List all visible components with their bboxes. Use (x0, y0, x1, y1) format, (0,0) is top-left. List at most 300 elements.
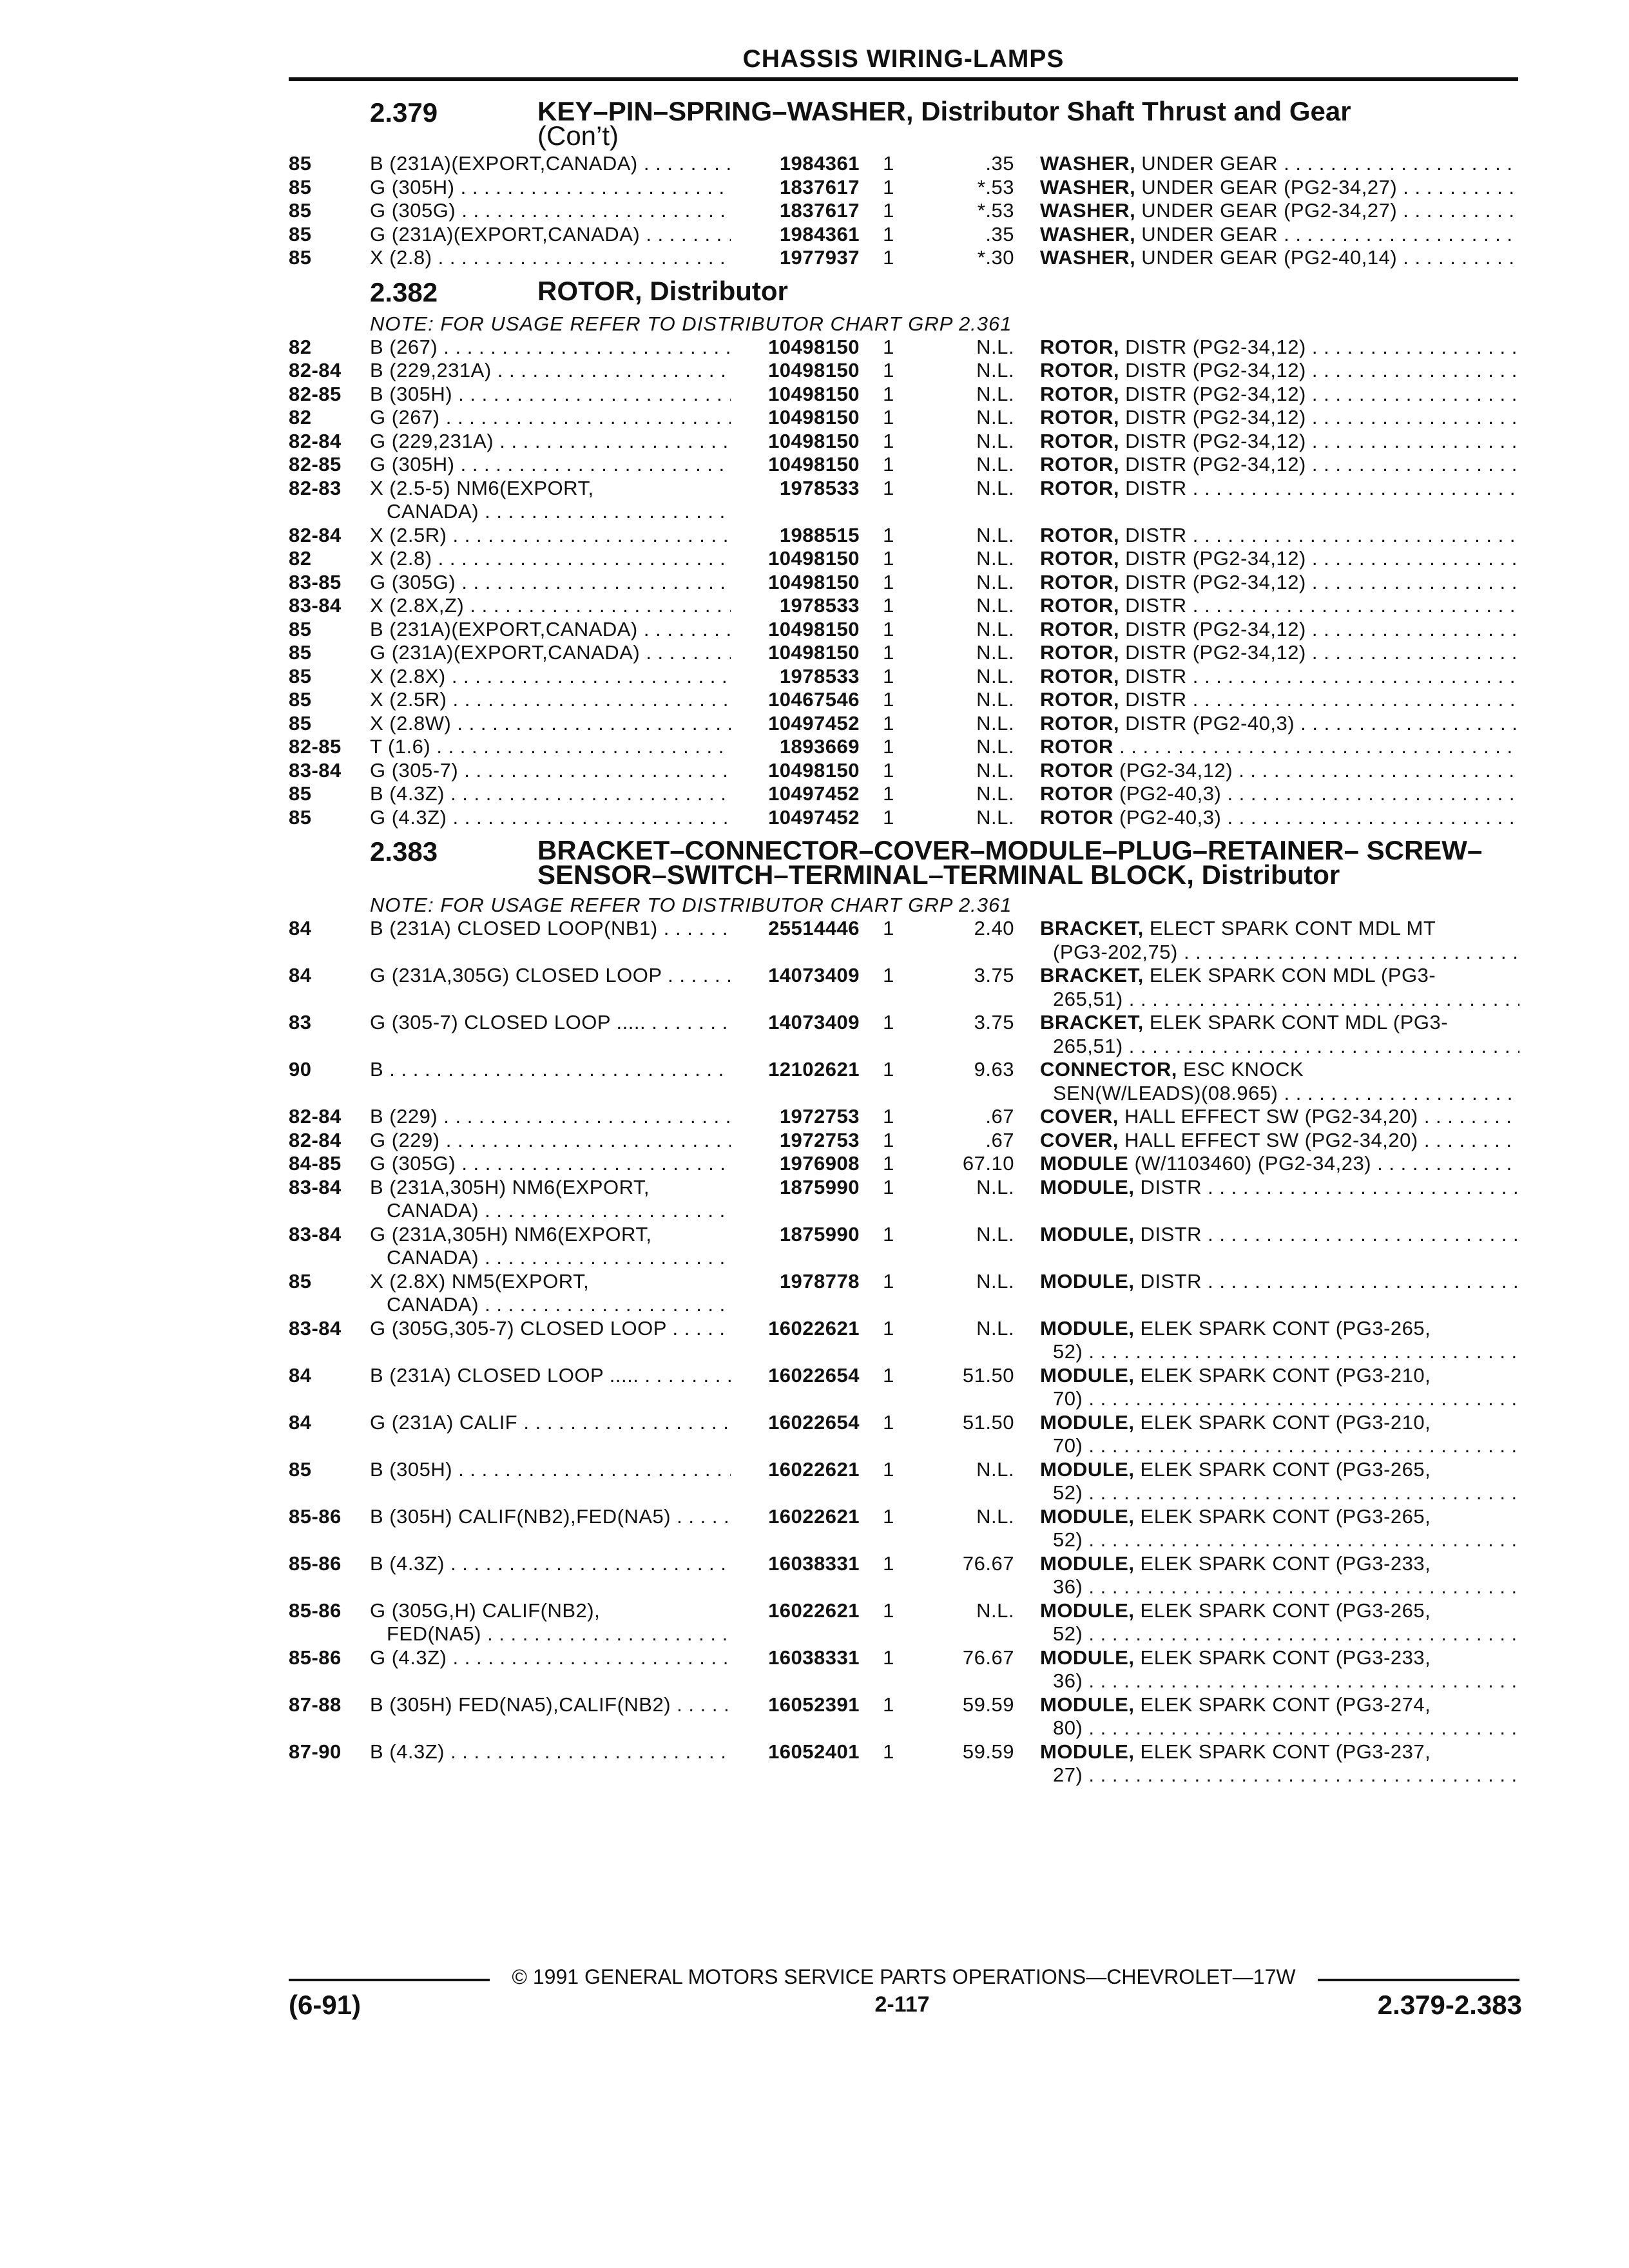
part-name-line: ROTOR, DISTR . . . (1040, 594, 1519, 618)
usage-description (370, 359, 731, 383)
table-row (289, 199, 1519, 223)
part-name-line: 52) . . . (1040, 1340, 1519, 1364)
usage-note: NOTE: FOR USAGE REFER TO DISTRIBUTOR CHART GRP 2.361 (370, 894, 1012, 916)
part-name-line: SEN(W/LEADS)(08.965) . . . (1040, 1082, 1519, 1106)
part-name-keyword: ROTOR, (1040, 382, 1119, 405)
usage-description (370, 1105, 731, 1129)
part-number: 10467546 (768, 688, 860, 711)
usage-description-line: G (305G) . . . (370, 571, 731, 595)
part-number: 12102621 (768, 1058, 860, 1081)
part-name-keyword: BRACKET, (1040, 964, 1144, 986)
part-name-line: ROTOR (PG2-34,12) . . . (1040, 759, 1519, 783)
part-name-line: 52) . . . (1040, 1622, 1519, 1646)
part-name-keyword: MODULE, (1040, 1363, 1135, 1387)
part-name-line: CONNECTOR, ESC KNOCK (1040, 1058, 1304, 1081)
price: *.53 (977, 175, 1014, 198)
usage-description (370, 1740, 731, 1787)
usage-description (370, 336, 731, 360)
quantity: 1 (883, 711, 894, 735)
part-name (1014, 1599, 1519, 1646)
part-name-keyword: MODULE, (1040, 1316, 1135, 1340)
usage-description-line: B . . . (370, 1058, 731, 1082)
part-number: 10497452 (768, 711, 860, 735)
table-row (289, 1364, 1519, 1411)
table-row (289, 336, 1519, 360)
model-year: 83 (289, 1011, 312, 1033)
price: N.L. (976, 453, 1014, 476)
part-number: 14073409 (768, 964, 860, 986)
model-year: 85 (289, 617, 312, 640)
footer-copyright: © 1991 GENERAL MOTORS SERVICE PARTS OPERATIONS—CHEVROLET—17W (512, 1965, 1296, 1988)
price: N.L. (976, 476, 1014, 499)
part-name-line: MODULE, ELEK SPARK CONT (PG3-233, (1040, 1646, 1431, 1669)
usage-description (370, 1646, 731, 1693)
part-name-keyword: MODULE, (1040, 1599, 1135, 1622)
usage-description (370, 453, 731, 477)
part-name (1014, 1693, 1519, 1740)
model-year: 87-88 (289, 1693, 342, 1716)
part-name-keyword: COVER, (1040, 1128, 1119, 1151)
usage-description (370, 917, 731, 964)
model-year: 85 (289, 246, 312, 269)
price: .67 (985, 1128, 1014, 1151)
quantity: 1 (883, 199, 894, 222)
price: N.L. (976, 335, 1014, 358)
part-name (1014, 1552, 1519, 1599)
quantity: 1 (883, 1552, 894, 1575)
quantity: 1 (883, 1693, 894, 1716)
usage-description (370, 1129, 731, 1153)
part-name-line: MODULE, ELEK SPARK CONT (PG3-210, (1040, 1410, 1431, 1434)
part-name (1014, 594, 1519, 618)
usage-description-line: B (231A,305H) NM6(EXPORT, (370, 1175, 650, 1198)
quantity: 1 (883, 964, 894, 986)
usage-description-line: G (305-7) . . . (370, 759, 731, 783)
part-name-keyword: ROTOR, (1040, 711, 1119, 735)
table-row (289, 1740, 1519, 1787)
quantity: 1 (883, 594, 894, 617)
table-row (289, 688, 1519, 712)
usage-description (370, 1364, 731, 1411)
quantity: 1 (883, 429, 894, 452)
quantity: 1 (883, 805, 894, 829)
part-name-line: (PG3-202,75) . . . (1040, 941, 1519, 965)
parts-catalog-content (289, 90, 1519, 1787)
price: N.L. (976, 1269, 1014, 1293)
usage-description-line: B (305H) FED(NA5),CALIF(NB2) . . . (370, 1693, 731, 1717)
usage-description-line: G (231A)(EXPORT,CANADA) . . . (370, 641, 731, 665)
usage-description-line: X (2.5-5) NM6(EXPORT, (370, 476, 594, 499)
usage-description-line: X (2.8X) . . . (370, 665, 731, 689)
quantity: 1 (883, 246, 894, 269)
usage-description (370, 406, 731, 430)
price: .67 (985, 1105, 1014, 1128)
price: *.30 (977, 246, 1014, 269)
part-name-line: ROTOR (PG2-40,3) . . . (1040, 806, 1519, 830)
part-number: 16022654 (768, 1363, 860, 1387)
price: N.L. (976, 570, 1014, 593)
quantity: 1 (883, 382, 894, 405)
table-row (289, 1317, 1519, 1364)
quantity: 1 (883, 1504, 894, 1528)
usage-description-line: G (231A) CALIF . . . (370, 1411, 731, 1435)
part-number: 1984361 (779, 222, 860, 245)
part-number: 10498150 (768, 359, 860, 381)
usage-description (370, 688, 731, 712)
part-name (1014, 1176, 1519, 1223)
part-name-line: MODULE, ELEK SPARK CONT (PG3-233, (1040, 1552, 1431, 1575)
table-row (289, 223, 1519, 247)
table-row (289, 759, 1519, 783)
usage-description-line: X (2.5R) . . . (370, 688, 731, 712)
model-year: 85-86 (289, 1504, 342, 1528)
part-name-line: BRACKET, ELECT SPARK CONT MDL MT (1040, 917, 1436, 939)
quantity: 1 (883, 359, 894, 381)
part-name (1014, 688, 1519, 712)
part-name-line: 52) . . . (1040, 1528, 1519, 1552)
part-name (1014, 641, 1519, 665)
price: 76.67 (962, 1646, 1014, 1669)
part-name-line: ROTOR, DISTR . . . (1040, 665, 1519, 689)
usage-description-line: X (2.8X,Z) . . . (370, 594, 731, 618)
model-year: 82 (289, 406, 312, 428)
part-name-keyword: ROTOR, (1040, 453, 1119, 476)
part-name-line: WASHER, UNDER GEAR . . . (1040, 152, 1519, 176)
part-number: 1977937 (779, 246, 860, 269)
usage-description-line: CANADA) . . . (370, 1293, 731, 1317)
table-row (289, 1646, 1519, 1693)
part-name-line: WASHER, UNDER GEAR (PG2-34,27) . . . (1040, 176, 1519, 200)
part-name (1014, 964, 1519, 1011)
table-row (289, 1270, 1519, 1317)
part-name-keyword: CONNECTOR, (1040, 1058, 1177, 1081)
footer-date-code: (6-91) (289, 1990, 361, 2020)
model-year: 82-84 (289, 429, 342, 452)
part-name-line: ROTOR, DISTR . . . (1040, 477, 1519, 501)
usage-description-line: CANADA) . . . (370, 1246, 731, 1270)
price: 67.10 (962, 1152, 1014, 1175)
price: N.L. (976, 547, 1014, 570)
model-year: 82 (289, 547, 312, 570)
part-name-keyword: MODULE, (1040, 1175, 1135, 1198)
part-name-line: 265,51) . . . (1040, 1035, 1519, 1059)
usage-description (370, 571, 731, 595)
part-name-keyword: MODULE, (1040, 1222, 1135, 1245)
usage-description-line: X (2.5R) . . . (370, 524, 731, 548)
quantity: 1 (883, 664, 894, 687)
table-row (289, 1552, 1519, 1599)
part-name-line: MODULE, ELEK SPARK CONT (PG3-237, (1040, 1740, 1431, 1763)
quantity: 1 (883, 175, 894, 198)
price: 51.50 (962, 1363, 1014, 1387)
part-name (1014, 618, 1519, 642)
quantity: 1 (883, 617, 894, 640)
usage-description-line: B (229,231A) . . . (370, 359, 731, 383)
part-name-keyword: ROTOR, (1040, 335, 1119, 358)
model-year: 85 (289, 222, 312, 245)
price: N.L. (976, 641, 1014, 664)
part-number: 10498150 (768, 429, 860, 452)
part-name-line: BRACKET, ELEK SPARK CON MDL (PG3- (1040, 964, 1436, 986)
usage-description-line: G (231A)(EXPORT,CANADA) . . . (370, 223, 731, 247)
price: N.L. (976, 359, 1014, 381)
usage-description (370, 1552, 731, 1599)
quantity: 1 (883, 570, 894, 593)
part-number: 16038331 (768, 1646, 860, 1669)
part-name (1014, 759, 1519, 783)
usage-description-line: G (305G,H) CALIF(NB2), (370, 1599, 601, 1622)
quantity: 1 (883, 758, 894, 782)
part-name-keyword: MODULE, (1040, 1646, 1135, 1669)
part-number: 14073409 (768, 1011, 860, 1033)
part-name (1014, 806, 1519, 830)
price: N.L. (976, 406, 1014, 428)
part-name-keyword: ROTOR, (1040, 641, 1119, 664)
part-name-keyword: MODULE, (1040, 1269, 1135, 1293)
price: .35 (985, 222, 1014, 245)
table-row (289, 1458, 1519, 1505)
usage-description (370, 477, 731, 524)
table-row (289, 1129, 1519, 1153)
model-year: 82-84 (289, 1128, 342, 1151)
quantity: 1 (883, 641, 894, 664)
part-name (1014, 665, 1519, 689)
part-number: 10498150 (768, 453, 860, 476)
table-row (289, 806, 1519, 830)
quantity: 1 (883, 1646, 894, 1669)
model-year: 85 (289, 152, 312, 175)
footer-divider-left (289, 1979, 490, 1981)
price: N.L. (976, 1175, 1014, 1198)
part-number: 16022621 (768, 1457, 860, 1481)
part-name-line: ROTOR, DISTR (PG2-34,12) . . . (1040, 336, 1519, 360)
table-row (289, 712, 1519, 736)
price: N.L. (976, 805, 1014, 829)
part-number: 1875990 (779, 1222, 860, 1245)
usage-description-line: B (305H) CALIF(NB2),FED(NA5) . . . (370, 1505, 731, 1529)
part-name-line: MODULE, DISTR . . . (1040, 1270, 1519, 1294)
table-row (289, 1505, 1519, 1552)
model-year: 82-85 (289, 453, 342, 476)
part-number: 10498150 (768, 335, 860, 358)
quantity: 1 (883, 1269, 894, 1293)
section-title (537, 835, 1510, 890)
price: 3.75 (974, 1011, 1014, 1033)
usage-description (370, 1458, 731, 1505)
part-name-keyword: ROTOR, (1040, 570, 1119, 593)
table-row (289, 1176, 1519, 1223)
usage-description (370, 383, 731, 407)
part-name-line: MODULE, DISTR . . . (1040, 1176, 1519, 1200)
part-name (1014, 1740, 1519, 1787)
part-name (1014, 246, 1519, 270)
model-year: 82 (289, 335, 312, 358)
part-name-line: MODULE, ELEK SPARK CONT (PG3-265, (1040, 1599, 1431, 1622)
part-name-line (1040, 735, 1519, 759)
part-number: 1837617 (779, 199, 860, 222)
quantity: 1 (883, 1410, 894, 1434)
part-number: 25514446 (768, 917, 860, 939)
part-name-line: ROTOR, DISTR (PG2-40,3) . . . (1040, 712, 1519, 736)
part-number: 1978533 (779, 594, 860, 617)
usage-description-line: G (231A,305H) NM6(EXPORT, (370, 1222, 652, 1245)
part-name-line: MODULE, ELEK SPARK CONT (PG3-265, (1040, 1316, 1431, 1340)
usage-description-line: B (4.3Z) . . . (370, 782, 731, 806)
usage-description (370, 618, 731, 642)
price: N.L. (976, 429, 1014, 452)
part-number: 16022621 (768, 1599, 860, 1622)
section-heading (289, 96, 1519, 151)
part-name (1014, 1270, 1519, 1317)
model-year: 87-90 (289, 1740, 342, 1763)
usage-description-line: G (305G) . . . (370, 199, 731, 223)
usage-description-line: G (267) . . . (370, 406, 731, 430)
price: N.L. (976, 1316, 1014, 1340)
part-name (1014, 1317, 1519, 1364)
part-name (1014, 782, 1519, 806)
part-name-keyword: ROTOR, (1040, 523, 1119, 546)
part-name-keyword: WASHER, (1040, 152, 1136, 175)
model-year: 85-86 (289, 1552, 342, 1575)
part-name-keyword: ROTOR, (1040, 688, 1119, 711)
usage-description (370, 223, 731, 247)
section-title (537, 275, 1510, 306)
usage-description-line: G (231A,305G) CLOSED LOOP . . . (370, 964, 731, 988)
header-divider (289, 77, 1518, 81)
usage-description (370, 712, 731, 736)
part-name (1014, 1411, 1519, 1458)
part-name-line: MODULE (W/1103460) (PG2-34,23) . . . (1040, 1152, 1519, 1176)
model-year: 84 (289, 1363, 312, 1387)
table-row (289, 359, 1519, 383)
part-name (1014, 477, 1519, 524)
price: N.L. (976, 758, 1014, 782)
table-row (289, 524, 1519, 548)
price: N.L. (976, 664, 1014, 687)
usage-description (370, 1505, 731, 1552)
part-number: 1837617 (779, 175, 860, 198)
part-name-keyword: MODULE, (1040, 1552, 1135, 1575)
usage-description (370, 199, 731, 223)
part-name (1014, 336, 1519, 360)
part-name (1014, 152, 1519, 176)
usage-description (370, 1693, 731, 1740)
model-year: 85-86 (289, 1646, 342, 1669)
quantity: 1 (883, 917, 894, 939)
part-number: 10497452 (768, 782, 860, 805)
table-row (289, 594, 1519, 618)
part-name (1014, 199, 1519, 223)
part-name (1014, 359, 1519, 383)
part-number: 10498150 (768, 570, 860, 593)
usage-description-line: CANADA) . . . (370, 500, 731, 524)
part-name-keyword: ROTOR (1040, 805, 1113, 829)
price: 59.59 (962, 1740, 1014, 1763)
table-row (289, 1011, 1519, 1058)
model-year: 85 (289, 664, 312, 687)
part-name-line: MODULE, ELEK SPARK CONT (PG3-274, (1040, 1693, 1431, 1716)
price: N.L. (976, 711, 1014, 735)
table-row (289, 641, 1519, 665)
usage-description (370, 246, 731, 270)
part-number: 1984361 (779, 152, 860, 175)
usage-description (370, 964, 731, 1011)
table-row (289, 917, 1519, 964)
model-year: 85-86 (289, 1599, 342, 1622)
part-name (1014, 453, 1519, 477)
usage-description-line: G (305H) . . . (370, 176, 731, 200)
part-name-keyword: MODULE, (1040, 1410, 1135, 1434)
usage-description (370, 524, 731, 548)
model-year: 82-84 (289, 1105, 342, 1128)
part-name-keyword: ROTOR, (1040, 617, 1119, 640)
usage-description-line: G (229,231A) . . . (370, 430, 731, 454)
part-name-keyword: ROTOR, (1040, 476, 1119, 499)
model-year: 85 (289, 175, 312, 198)
table-row (289, 1058, 1519, 1105)
part-name-line: 36) . . . (1040, 1575, 1519, 1599)
table-row (289, 964, 1519, 1011)
section-heading (289, 275, 1519, 307)
part-number: 16038331 (768, 1552, 860, 1575)
section-title-text: BRACKET–CONNECTOR–COVER–MODULE–PLUG–RETAINER– SCREW–SENSOR–SWITCH–TERMINAL–TERMINAL BLOCK, Distributor (537, 835, 1483, 890)
price: 2.40 (974, 917, 1014, 939)
price: N.L. (976, 1504, 1014, 1528)
price: N.L. (976, 523, 1014, 546)
footer-divider-right (1318, 1979, 1519, 1981)
section-number: 2.383 (370, 836, 438, 867)
part-name-keyword: MODULE, (1040, 1693, 1135, 1716)
table-row (289, 176, 1519, 200)
usage-description (370, 782, 731, 806)
usage-description-line: G (305H) . . . (370, 453, 731, 477)
part-number: 1978778 (779, 1269, 860, 1293)
part-number: 10498150 (768, 382, 860, 405)
table-row (289, 406, 1519, 430)
part-name (1014, 547, 1519, 571)
part-name (1014, 524, 1519, 548)
part-name (1014, 917, 1519, 964)
usage-description (370, 641, 731, 665)
part-name (1014, 1223, 1519, 1270)
part-name-keyword: ROTOR (1040, 782, 1113, 805)
usage-description-line: B (231A)(EXPORT,CANADA) . . . (370, 152, 731, 176)
usage-description (370, 1152, 731, 1176)
part-name-keyword: ROTOR, (1040, 664, 1119, 687)
part-name (1014, 1364, 1519, 1411)
usage-description (370, 1176, 731, 1223)
part-name-line: BRACKET, ELEK SPARK CONT MDL (PG3- (1040, 1011, 1449, 1033)
part-number: 16022654 (768, 1410, 860, 1434)
part-name-keyword: BRACKET, (1040, 1011, 1144, 1033)
part-name-line: ROTOR, DISTR . . . (1040, 688, 1519, 712)
price: 51.50 (962, 1410, 1014, 1434)
model-year: 82-83 (289, 476, 342, 499)
part-name-keyword: WASHER, (1040, 175, 1136, 198)
quantity: 1 (883, 476, 894, 499)
part-name (1014, 571, 1519, 595)
price: N.L. (976, 1599, 1014, 1622)
usage-description-line: G (305-7) CLOSED LOOP ..... . . . (370, 1011, 731, 1035)
price: N.L. (976, 735, 1014, 758)
table-row (289, 735, 1519, 759)
usage-description-line: B (4.3Z) . . . (370, 1552, 731, 1576)
quantity: 1 (883, 1599, 894, 1622)
footer-page-number: 2-117 (874, 1992, 930, 2017)
quantity: 1 (883, 1058, 894, 1081)
model-year: 83-84 (289, 1222, 342, 1245)
quantity: 1 (883, 335, 894, 358)
